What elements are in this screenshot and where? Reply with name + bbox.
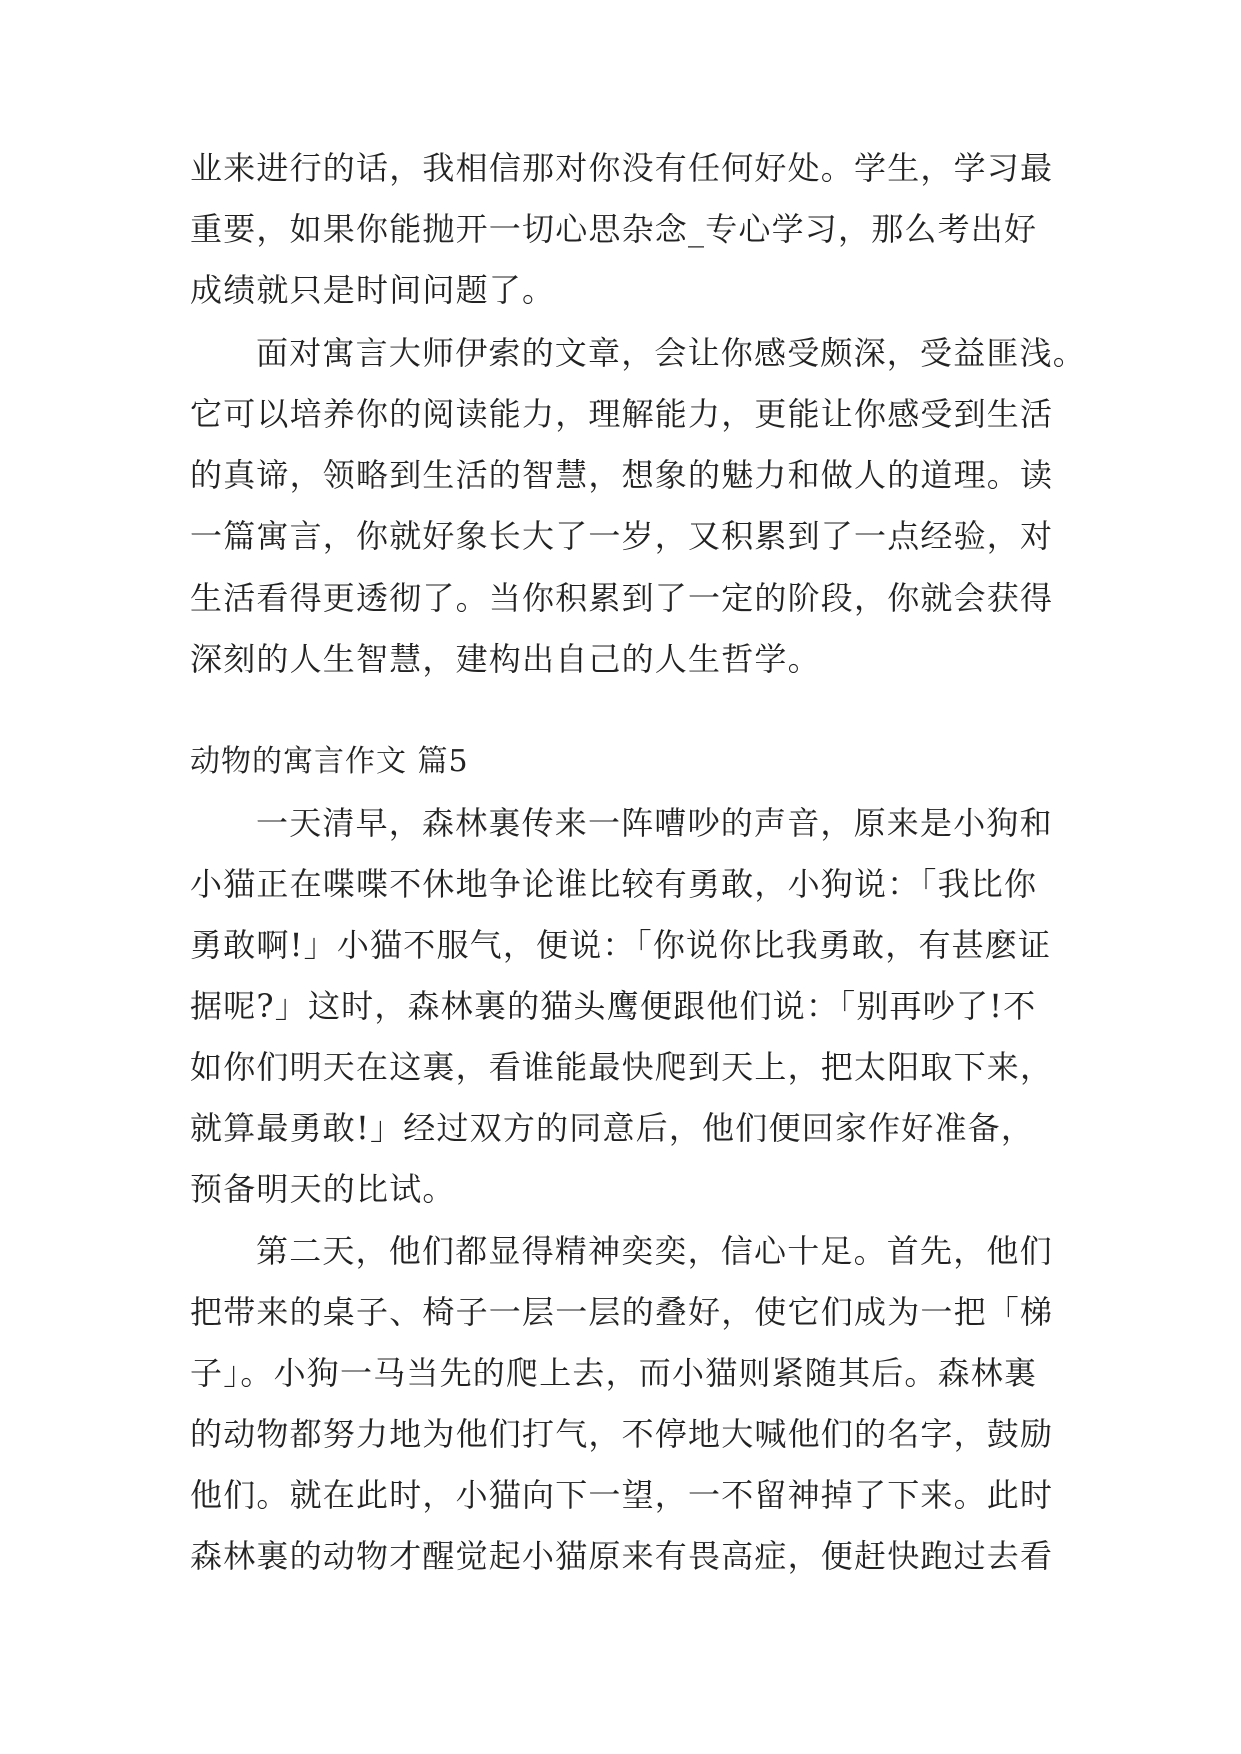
- paragraph-4-line-5: 他们。就在此时，小猫向下一望，一不留神掉了下来。此时: [190, 1476, 1054, 1514]
- paragraph-1-line-3: 成绩就只是时间问题了。: [190, 271, 556, 309]
- paragraph-1-line-2: 重要，如果你能抛开一切心思杂念_专心学习，那么考出好: [190, 210, 1038, 248]
- paragraph-3-line-4: 据呢?」这时，森林裏的猫头鹰便跟他们说：「别再吵了!不: [190, 987, 1037, 1025]
- paragraph-1-line-1: 业来进行的话，我相信那对你没有任何好处。学生，学习最: [190, 149, 1054, 187]
- paragraph-4-line-1: 第二天，他们都显得精神奕奕，信心十足。首先，他们: [256, 1232, 1053, 1270]
- paragraph-4-line-6: 森林裏的动物才醒觉起小猫原来有畏高症，便赶快跑过去看: [190, 1537, 1054, 1575]
- paragraph-3-line-2: 小猫正在喋喋不休地争论谁比较有勇敢，小狗说：「我比你: [190, 865, 1038, 903]
- paragraph-3-line-5: 如你们明天在这裏，看谁能最快爬到天上，把太阳取下来，: [190, 1048, 1054, 1086]
- paragraph-3-line-1: 一天清早，森林裏传来一阵嘈吵的声音，原来是小狗和: [256, 804, 1053, 842]
- paragraph-4-line-3: 子」。小狗一马当先的爬上去，而小猫则紧随其后。森林裏: [190, 1354, 1038, 1392]
- paragraph-2-line-6: 深刻的人生智慧，建构出自己的人生哲学。: [190, 640, 821, 678]
- paragraph-2-line-3: 的真谛，领略到生活的智慧，想象的魅力和做人的道理。读: [190, 456, 1054, 494]
- paragraph-4-line-4: 的动物都努力地为他们打气，不停地大喊他们的名字，鼓励: [190, 1415, 1054, 1453]
- paragraph-3-line-7: 预备明天的比试。: [190, 1170, 456, 1208]
- paragraph-3-line-3: 勇敢啊!」小猫不服气，便说：「你说你比我勇敢，有甚麽证: [190, 926, 1052, 964]
- paragraph-4-line-2: 把带来的桌子、椅子一层一层的叠好，使它们成为一把「梯: [190, 1293, 1054, 1331]
- paragraph-2-line-1: 面对寓言大师伊索的文章，会让你感受颇深，受益匪浅。: [256, 334, 1087, 372]
- paragraph-3-line-6: 就算最勇敢!」经过双方的同意后，他们便回家作好准备，: [190, 1109, 1035, 1147]
- paragraph-2-line-2: 它可以培养你的阅读能力，理解能力，更能让你感受到生活: [190, 395, 1054, 433]
- paragraph-2-line-4: 一篇寓言，你就好象长大了一岁，又积累到了一点经验，对: [190, 517, 1054, 555]
- paragraph-2-line-5: 生活看得更透彻了。当你积累到了一定的阶段，你就会获得: [190, 579, 1054, 617]
- section-heading: 动物的寓言作文 篇5: [190, 744, 469, 779]
